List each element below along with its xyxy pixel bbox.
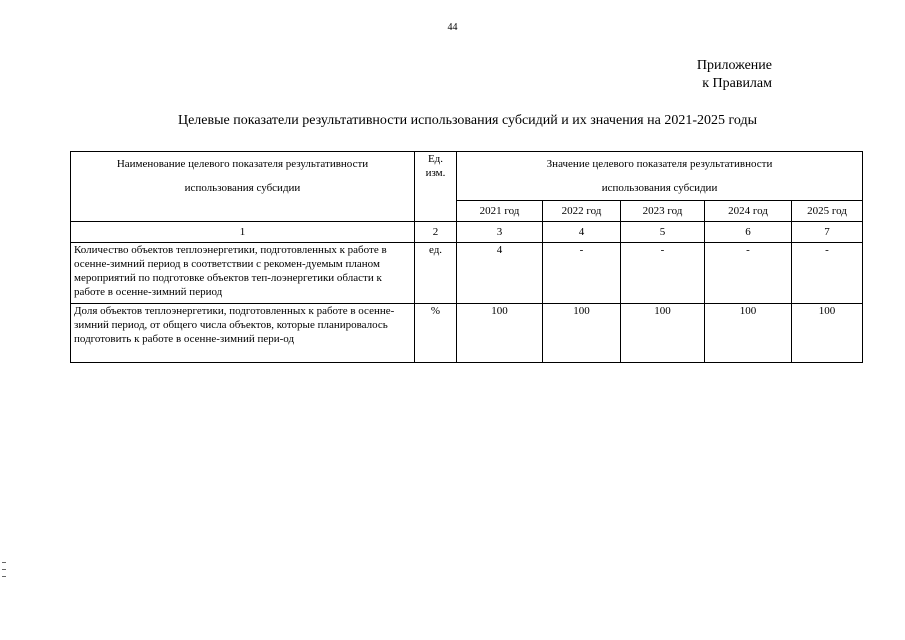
value-cell: 100 — [792, 304, 863, 363]
header-value-line-1: Значение целевого показателя результативности — [546, 158, 773, 170]
value-cell: - — [792, 243, 863, 304]
document-title: Целевые показатели результативности использования субсидий и их значения на 2021-2025 годы — [177, 113, 758, 128]
appendix-line-1: Приложение — [696, 58, 772, 73]
value-cell: - — [543, 243, 621, 304]
header-unit — [415, 152, 457, 222]
header-indicator-name-line-2: использования субсидии — [184, 182, 301, 194]
header-unit-line-2: изм. — [425, 167, 446, 179]
header-indicator-name — [71, 152, 415, 222]
header-year: 2022 год — [543, 201, 621, 222]
value-cell: - — [705, 243, 792, 304]
scan-edge-marks — [2, 562, 6, 583]
page-number: 44 — [447, 22, 458, 33]
value-cell: 100 — [457, 304, 543, 363]
column-number: 4 — [543, 222, 621, 243]
header-value-line-2: использования субсидии — [601, 182, 718, 194]
header-year: 2021 год — [457, 201, 543, 222]
header-year: 2024 год — [705, 201, 792, 222]
indicators-table — [70, 151, 863, 363]
column-number: 7 — [792, 222, 863, 243]
appendix-line-2: к Правилам — [702, 76, 772, 91]
table-row — [71, 243, 863, 304]
column-number-row — [71, 222, 863, 243]
column-number: 2 — [415, 222, 457, 243]
value-cell: 100 — [705, 304, 792, 363]
column-number: 5 — [621, 222, 705, 243]
unit-cell: % — [415, 304, 457, 363]
header-indicator-name-line-1: Наименование целевого показателя результативности — [116, 158, 369, 170]
value-cell: 4 — [457, 243, 543, 304]
value-cell: 100 — [543, 304, 621, 363]
column-number: 6 — [705, 222, 792, 243]
header-year: 2023 год — [621, 201, 705, 222]
unit-cell: ед. — [415, 243, 457, 304]
indicator-name-cell: Доля объектов теплоэнергетики, подготовленных к работе в осенне-зимний период, от общего числа объектов, которые планировалось подготовить к работе в осенне-зимний пери-од — [71, 304, 415, 363]
header-row-1 — [71, 152, 863, 201]
header-year: 2025 год — [792, 201, 863, 222]
header-indicator-value — [457, 152, 863, 201]
column-number: 3 — [457, 222, 543, 243]
value-cell: 100 — [621, 304, 705, 363]
indicator-name-cell: Количество объектов теплоэнергетики, подготовленных к работе в осенне-зимний период в соответствии с рекомен-дуемым планом мероприятий по подготовке объектов теп-лоэнергетики области к работе в осенне-зимний период — [71, 243, 415, 304]
value-cell: - — [621, 243, 705, 304]
column-number: 1 — [71, 222, 415, 243]
header-unit-line-1: Ед. — [427, 153, 444, 165]
appendix-note — [697, 57, 772, 93]
table-row — [71, 304, 863, 363]
